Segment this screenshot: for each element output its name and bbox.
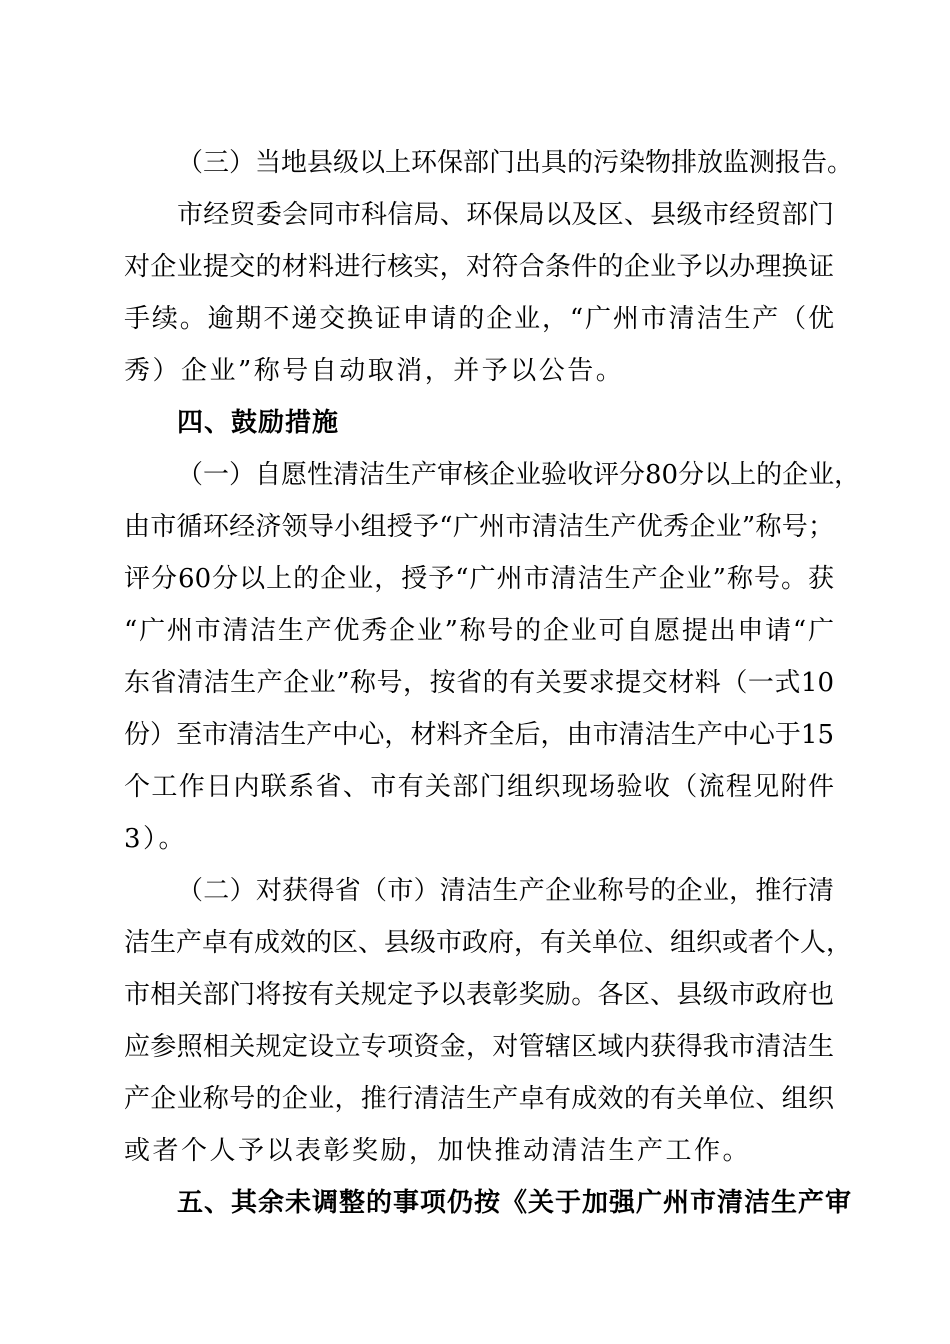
- paragraph-line: 洁生产卓有成效的区、县级市政府，有关单位、组织或者个人，: [124, 928, 853, 958]
- paragraph-line: 或者个人予以表彰奖励，加快推动清洁生产工作。: [124, 1136, 752, 1166]
- section-heading: 五、其余未调整的事项仍按《关于加强广州市清洁生产审: [177, 1188, 853, 1218]
- paragraph-line: 应参照相关规定设立专项资金，对管辖区域内获得我市清洁生: [124, 1032, 834, 1062]
- paragraph-line: “广州市清洁生产优秀企业”称号的企业可自愿提出申请“广: [124, 616, 834, 646]
- paragraph-line: （二）对获得省（市）清洁生产企业称号的企业，推行清: [177, 876, 834, 906]
- paragraph-line: 由市循环经济领导小组授予“广州市清洁生产优秀企业”称号；: [124, 512, 834, 542]
- paragraph-line: 3）。: [124, 824, 188, 854]
- paragraph-line: 评分60分以上的企业，授予“广州市清洁生产企业”称号。获: [124, 564, 834, 594]
- paragraph-line: 东省清洁生产企业”称号，按省的有关要求提交材料（一式10: [124, 668, 834, 698]
- paragraph-line: 份）至市清洁生产中心，材料齐全后，由市清洁生产中心于15: [124, 720, 834, 750]
- paragraph-line: 手续。逾期不递交换证申请的企业，“广州市清洁生产（优: [124, 304, 834, 334]
- paragraph-line: （一）自愿性清洁生产审核企业验收评分80分以上的企业，: [177, 460, 861, 490]
- paragraph-line: 对企业提交的材料进行核实，对符合条件的企业予以办理换证: [124, 252, 834, 282]
- paragraph-line: 产企业称号的企业，推行清洁生产卓有成效的有关单位、组织: [124, 1084, 834, 1114]
- paragraph-line: 市经贸委会同市科信局、环保局以及区、县级市经贸部门: [177, 200, 834, 230]
- paragraph-line: 市相关部门将按有关规定予以表彰奖励。各区、县级市政府也: [124, 980, 834, 1010]
- section-heading: 四、鼓励措施: [177, 408, 340, 438]
- paragraph-line: 秀）企业”称号自动取消，并予以公告。: [124, 356, 625, 386]
- paragraph-line: （三）当地县级以上环保部门出具的污染物排放监测报告。: [177, 148, 854, 178]
- paragraph-line: 个工作日内联系省、市有关部门组织现场验收（流程见附件: [124, 772, 834, 802]
